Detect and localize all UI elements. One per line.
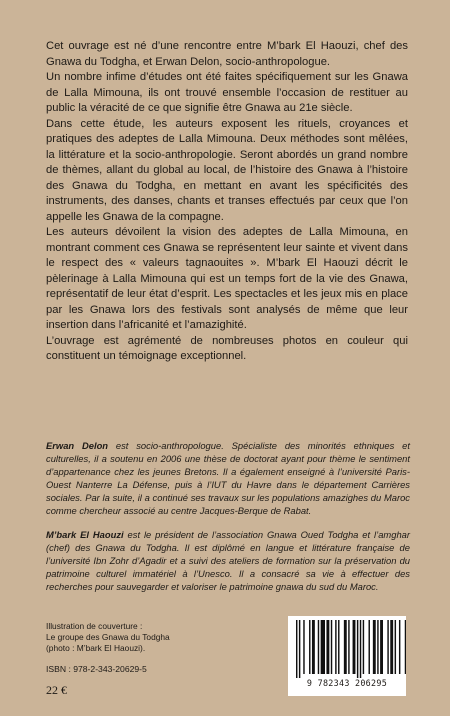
- barcode-bar: [377, 620, 378, 674]
- barcode-bar: [360, 620, 361, 678]
- barcode-bar: [353, 620, 356, 674]
- barcode-bar: [312, 620, 315, 674]
- author-bio-text: est socio-anthropologue. Spécialiste des minorités ethniques et culturelles, il a soutenu en 2006 une thèse de doctorat ayant pour thème le sentiment d’appartenance chez les jeunes Bretons. Il a également enseigné à l’université Paris-Ouest Nanterre La Défense, puis à l’IUT du Havre dans le département Carrières sociales. Par la suite, il a continué ses travaux sur les populations amazighes du Maroc comme chercheur associé au centre Jacques-Berque de Rabat.: [46, 440, 411, 516]
- barcode-bar: [318, 620, 319, 674]
- barcode-bar: [321, 620, 325, 674]
- barcode-bar: [309, 620, 310, 674]
- barcode-bar: [390, 620, 393, 674]
- barcode-bar: [299, 620, 300, 678]
- barcode-bar: [369, 620, 370, 674]
- barcode-bar: [380, 620, 383, 674]
- cover-credit-line: Illustration de couverture :: [46, 621, 143, 631]
- description-paragraph: Dans cette étude, les auteurs exposent les rituels, croyances et pratiques des adeptes de Lalla Mimouna. Deux méthodes sont mêlées, la littérature et la socio-anthropologie. Seront abordés un grand nombre de thèmes, allant du global au local, de l’histoire des Gnawa à l’histoire des Gnawa du Todgha, en mettant en avant les spécificités des instruments, des danses, chants et transes effectués par ceux que l’on appelle les Gnawa de la compagne.: [46, 117, 408, 223]
- barcode-bar: [405, 620, 406, 674]
- barcode-bar: [348, 620, 349, 674]
- author-bio-mbark-el-haouzi: [46, 529, 410, 594]
- author-bio-erwan-delon: [46, 440, 410, 517]
- barcode-bar: [344, 620, 347, 674]
- barcode-bar: [399, 620, 400, 674]
- barcode-bar: [296, 620, 297, 678]
- description-paragraph: L’ouvrage est agrémenté de nombreuses photos en couleur qui constituent un témoignage exceptionnel.: [46, 334, 408, 362]
- barcode-bars: [288, 616, 406, 678]
- author-name: M’bark El Haouzi: [46, 529, 124, 540]
- barcode-bar: [326, 620, 329, 674]
- barcode-digits: 9 782343 206295: [306, 678, 388, 688]
- barcode-bar: [338, 620, 339, 674]
- cover-credit-line: Le groupe des Gnawa du Todgha: [46, 632, 170, 642]
- barcode-bar: [373, 620, 376, 674]
- cover-credit: [46, 621, 170, 654]
- barcode-bar: [363, 620, 364, 674]
- barcode-bar: [331, 620, 332, 674]
- description-paragraph: Cet ouvrage est né d’une rencontre entre M’bark El Haouzi, chef des Gnawa du Todgha, et Erwan Delon, socio-anthropologue.: [46, 40, 408, 68]
- isbn-number: ISBN : 978-2-343-20629-5: [46, 664, 147, 674]
- author-bio-text: est le président de l’association Gnawa Oued Todgha et l’amghar (chef) des Gnawa du Todgha. Il est diplômé en langue et littérature française de l’université Ibn Zohr d’Agadir et a suivi des ateliers de formation sur la préservation du patrimoine culturel immatériel à l’Unesco. Il a consacré sa vie à effectuer des recherches pour sauvegarder et valoriser le patrimoine gnawa du sud du Maroc.: [46, 529, 410, 592]
- cover-credit-line: (photo : M’bark El Haouzi).: [46, 643, 146, 653]
- back-cover-description: [46, 39, 408, 365]
- description-paragraph: Un nombre infime d’études ont été faites spécifiquement sur les Gnawa de Lalla Mimouna, ils ont trouvé ensemble l’occasion de restituer au public la véracité de ce que signifie être Gnawa au 21e siècle.: [46, 71, 408, 114]
- description-paragraph: Les auteurs dévoilent la vision des adeptes de Lalla Mimouna, en montrant comment ces Gnawa se représentent leur sainte et vivent dans le respect des « valeurs tagnaouites ». M’bark El Haouzi décrit le pèlerinage à Lalla Mimouna qui est un temps fort de la vie des Gnawa, représentatif de leur état d’esprit. Les spectacles et les jeux mis en place par les Gnawa lors des festivals sont analysés de même que leur insertion dans l’africanité et l’amazighité.: [46, 226, 408, 331]
- barcode-bar: [357, 620, 358, 678]
- barcode-bar: [395, 620, 396, 674]
- barcode: [288, 616, 406, 696]
- barcode-bar: [387, 620, 388, 674]
- price: 22 €: [46, 683, 67, 697]
- barcode-bar: [335, 620, 336, 674]
- author-name: Erwan Delon: [46, 440, 109, 451]
- barcode-bar: [303, 620, 304, 674]
